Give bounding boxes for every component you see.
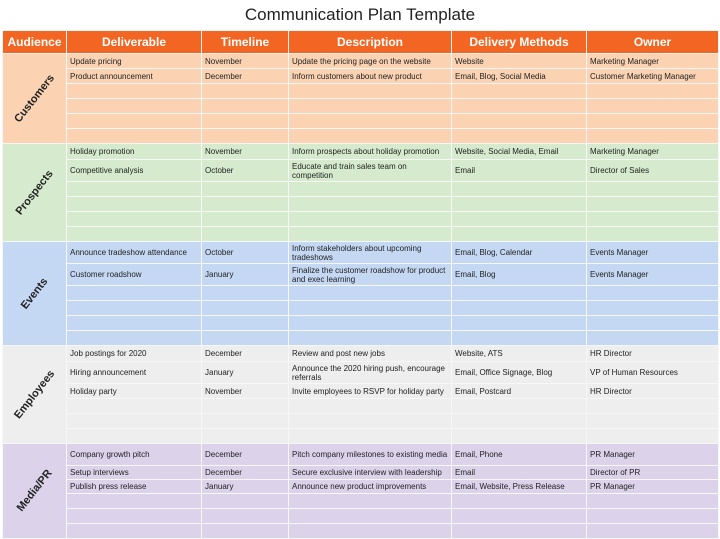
methods-cell [452, 286, 587, 301]
timeline-cell [202, 509, 289, 524]
owner-cell: PR Manager [587, 444, 719, 466]
deliverable-cell: Setup interviews [67, 466, 202, 480]
methods-cell [452, 429, 587, 444]
owner-cell [587, 129, 719, 144]
table-row [3, 242, 719, 264]
owner-cell: Director of Sales [587, 160, 719, 182]
owner-cell [587, 494, 719, 509]
audience-cell [3, 144, 67, 242]
owner-cell [587, 84, 719, 99]
empty-row [3, 494, 719, 509]
deliverable-cell [67, 316, 202, 331]
methods-cell: Email, Blog, Calendar [452, 242, 587, 264]
deliverable-cell [67, 197, 202, 212]
deliverable-cell [67, 509, 202, 524]
methods-cell: Website, ATS [452, 346, 587, 362]
description-cell [289, 129, 452, 144]
deliverable-cell [67, 114, 202, 129]
description-cell: Update the pricing page on the website [289, 54, 452, 69]
methods-cell: Website [452, 54, 587, 69]
methods-cell [452, 84, 587, 99]
header-row [3, 31, 719, 54]
owner-cell: Customer Marketing Manager [587, 69, 719, 84]
owner-cell [587, 114, 719, 129]
deliverable-cell: Holiday party [67, 384, 202, 399]
deliverable-cell [67, 399, 202, 414]
description-cell [289, 197, 452, 212]
owner-cell [587, 286, 719, 301]
description-cell: Review and post new jobs [289, 346, 452, 362]
timeline-cell: December [202, 466, 289, 480]
methods-cell [452, 114, 587, 129]
description-cell [289, 227, 452, 242]
timeline-cell: December [202, 444, 289, 466]
table-row [3, 346, 719, 362]
owner-cell: Events Manager [587, 264, 719, 286]
page-title: Communication Plan Template [244, 5, 476, 24]
empty-row [3, 227, 719, 242]
methods-cell [452, 494, 587, 509]
table-row [3, 264, 719, 286]
methods-cell [452, 99, 587, 114]
timeline-cell [202, 331, 289, 346]
methods-cell: Email, Postcard [452, 384, 587, 399]
empty-row [3, 399, 719, 414]
deliverable-cell: Job postings for 2020 [67, 346, 202, 362]
deliverable-cell: Product announcement [67, 69, 202, 84]
deliverable-cell [67, 227, 202, 242]
timeline-cell [202, 99, 289, 114]
table-row [3, 480, 719, 494]
owner-cell: PR Manager [587, 480, 719, 494]
timeline-cell [202, 212, 289, 227]
timeline-cell [202, 399, 289, 414]
header-owner: Owner [587, 31, 719, 54]
description-cell: Announce the 2020 hiring push, encourage referrals [289, 362, 452, 384]
empty-row [3, 301, 719, 316]
timeline-cell [202, 494, 289, 509]
description-cell [289, 414, 452, 429]
empty-row [3, 331, 719, 346]
timeline-cell [202, 316, 289, 331]
deliverable-cell: Competitive analysis [67, 160, 202, 182]
description-cell [289, 114, 452, 129]
owner-cell: Marketing Manager [587, 144, 719, 160]
owner-cell [587, 99, 719, 114]
description-cell: Finalize the customer roadshow for product and exec learning [289, 264, 452, 286]
audience-label: Media/PR [14, 467, 55, 514]
owner-cell [587, 509, 719, 524]
deliverable-cell [67, 286, 202, 301]
audience-cell [3, 444, 67, 539]
audience-label: Prospects [13, 167, 56, 217]
table-row [3, 54, 719, 69]
owner-cell [587, 414, 719, 429]
deliverable-cell [67, 129, 202, 144]
methods-cell [452, 399, 587, 414]
empty-row [3, 286, 719, 301]
owner-cell [587, 301, 719, 316]
header-timeline: Timeline [202, 31, 289, 54]
communication-plan-table [2, 30, 719, 539]
timeline-cell: January [202, 480, 289, 494]
table-row [3, 69, 719, 84]
deliverable-cell [67, 212, 202, 227]
timeline-cell [202, 197, 289, 212]
timeline-cell: January [202, 362, 289, 384]
methods-cell: Email, Office Signage, Blog [452, 362, 587, 384]
methods-cell [452, 524, 587, 539]
timeline-cell [202, 84, 289, 99]
methods-cell: Email [452, 160, 587, 182]
timeline-cell: November [202, 144, 289, 160]
owner-cell: VP of Human Resources [587, 362, 719, 384]
timeline-cell [202, 182, 289, 197]
timeline-cell [202, 114, 289, 129]
methods-cell: Email, Website, Press Release [452, 480, 587, 494]
timeline-cell [202, 524, 289, 539]
audience-label: Employees [11, 367, 57, 421]
audience-cell [3, 346, 67, 444]
timeline-cell [202, 414, 289, 429]
deliverable-cell [67, 414, 202, 429]
methods-cell [452, 509, 587, 524]
timeline-cell [202, 227, 289, 242]
table-row [3, 160, 719, 182]
timeline-cell: November [202, 54, 289, 69]
empty-row [3, 524, 719, 539]
timeline-cell [202, 301, 289, 316]
description-cell: Invite employees to RSVP for holiday party [289, 384, 452, 399]
empty-row [3, 212, 719, 227]
deliverable-cell [67, 182, 202, 197]
owner-cell: Director of PR [587, 466, 719, 480]
deliverable-cell [67, 494, 202, 509]
timeline-cell [202, 286, 289, 301]
methods-cell [452, 182, 587, 197]
owner-cell [587, 197, 719, 212]
audience-label: Events [18, 275, 50, 312]
deliverable-cell [67, 429, 202, 444]
description-cell [289, 429, 452, 444]
empty-row [3, 429, 719, 444]
deliverable-cell: Publish press release [67, 480, 202, 494]
description-cell [289, 331, 452, 346]
empty-row [3, 129, 719, 144]
deliverable-cell [67, 99, 202, 114]
owner-cell: Events Manager [587, 242, 719, 264]
description-cell: Inform stakeholders about upcoming tradeshows [289, 242, 452, 264]
owner-cell [587, 524, 719, 539]
table-row [3, 384, 719, 399]
methods-cell [452, 301, 587, 316]
deliverable-cell: Company growth pitch [67, 444, 202, 466]
audience-label: Customers [11, 71, 57, 125]
deliverable-cell: Announce tradeshow attendance [67, 242, 202, 264]
description-cell: Inform customers about new product [289, 69, 452, 84]
header-description: Description [289, 31, 452, 54]
methods-cell [452, 414, 587, 429]
timeline-cell [202, 129, 289, 144]
timeline-cell: December [202, 69, 289, 84]
owner-cell [587, 429, 719, 444]
header-audience: Audience [3, 31, 67, 54]
empty-row [3, 182, 719, 197]
empty-row [3, 197, 719, 212]
methods-cell: Email [452, 466, 587, 480]
deliverable-cell: Hiring announcement [67, 362, 202, 384]
description-cell: Educate and train sales team on competition [289, 160, 452, 182]
audience-cell [3, 242, 67, 346]
header-delivery-methods: Delivery Methods [452, 31, 587, 54]
owner-cell [587, 227, 719, 242]
table-row [3, 144, 719, 160]
table-body [3, 54, 719, 539]
empty-row [3, 84, 719, 99]
timeline-cell: October [202, 242, 289, 264]
deliverable-cell: Customer roadshow [67, 264, 202, 286]
description-cell [289, 99, 452, 114]
timeline-cell [202, 429, 289, 444]
methods-cell [452, 197, 587, 212]
empty-row [3, 414, 719, 429]
owner-cell [587, 399, 719, 414]
methods-cell [452, 316, 587, 331]
owner-cell [587, 182, 719, 197]
deliverable-cell: Holiday promotion [67, 144, 202, 160]
deliverable-cell [67, 301, 202, 316]
empty-row [3, 316, 719, 331]
description-cell [289, 494, 452, 509]
owner-cell: HR Director [587, 346, 719, 362]
owner-cell [587, 316, 719, 331]
description-cell [289, 301, 452, 316]
methods-cell [452, 129, 587, 144]
deliverable-cell: Update pricing [67, 54, 202, 69]
description-cell [289, 286, 452, 301]
audience-cell [3, 54, 67, 144]
description-cell [289, 509, 452, 524]
methods-cell: Email, Blog, Social Media [452, 69, 587, 84]
description-cell: Pitch company milestones to existing media [289, 444, 452, 466]
description-cell [289, 84, 452, 99]
header-deliverable: Deliverable [67, 31, 202, 54]
methods-cell [452, 227, 587, 242]
description-cell [289, 524, 452, 539]
methods-cell: Email, Phone [452, 444, 587, 466]
methods-cell [452, 331, 587, 346]
empty-row [3, 114, 719, 129]
methods-cell: Website, Social Media, Email [452, 144, 587, 160]
timeline-cell: October [202, 160, 289, 182]
deliverable-cell [67, 84, 202, 99]
description-cell: Announce new product improvements [289, 480, 452, 494]
timeline-cell: January [202, 264, 289, 286]
description-cell [289, 212, 452, 227]
empty-row [3, 99, 719, 114]
description-cell [289, 182, 452, 197]
owner-cell [587, 212, 719, 227]
table-row [3, 466, 719, 480]
owner-cell: HR Director [587, 384, 719, 399]
deliverable-cell [67, 331, 202, 346]
owner-cell: Marketing Manager [587, 54, 719, 69]
owner-cell [587, 331, 719, 346]
description-cell: Secure exclusive interview with leadership [289, 466, 452, 480]
deliverable-cell [67, 524, 202, 539]
empty-row [3, 509, 719, 524]
description-cell [289, 399, 452, 414]
table-row [3, 444, 719, 466]
table-row [3, 362, 719, 384]
timeline-cell: December [202, 346, 289, 362]
methods-cell [452, 212, 587, 227]
timeline-cell: November [202, 384, 289, 399]
methods-cell: Email, Blog [452, 264, 587, 286]
description-cell [289, 316, 452, 331]
description-cell: Inform prospects about holiday promotion [289, 144, 452, 160]
